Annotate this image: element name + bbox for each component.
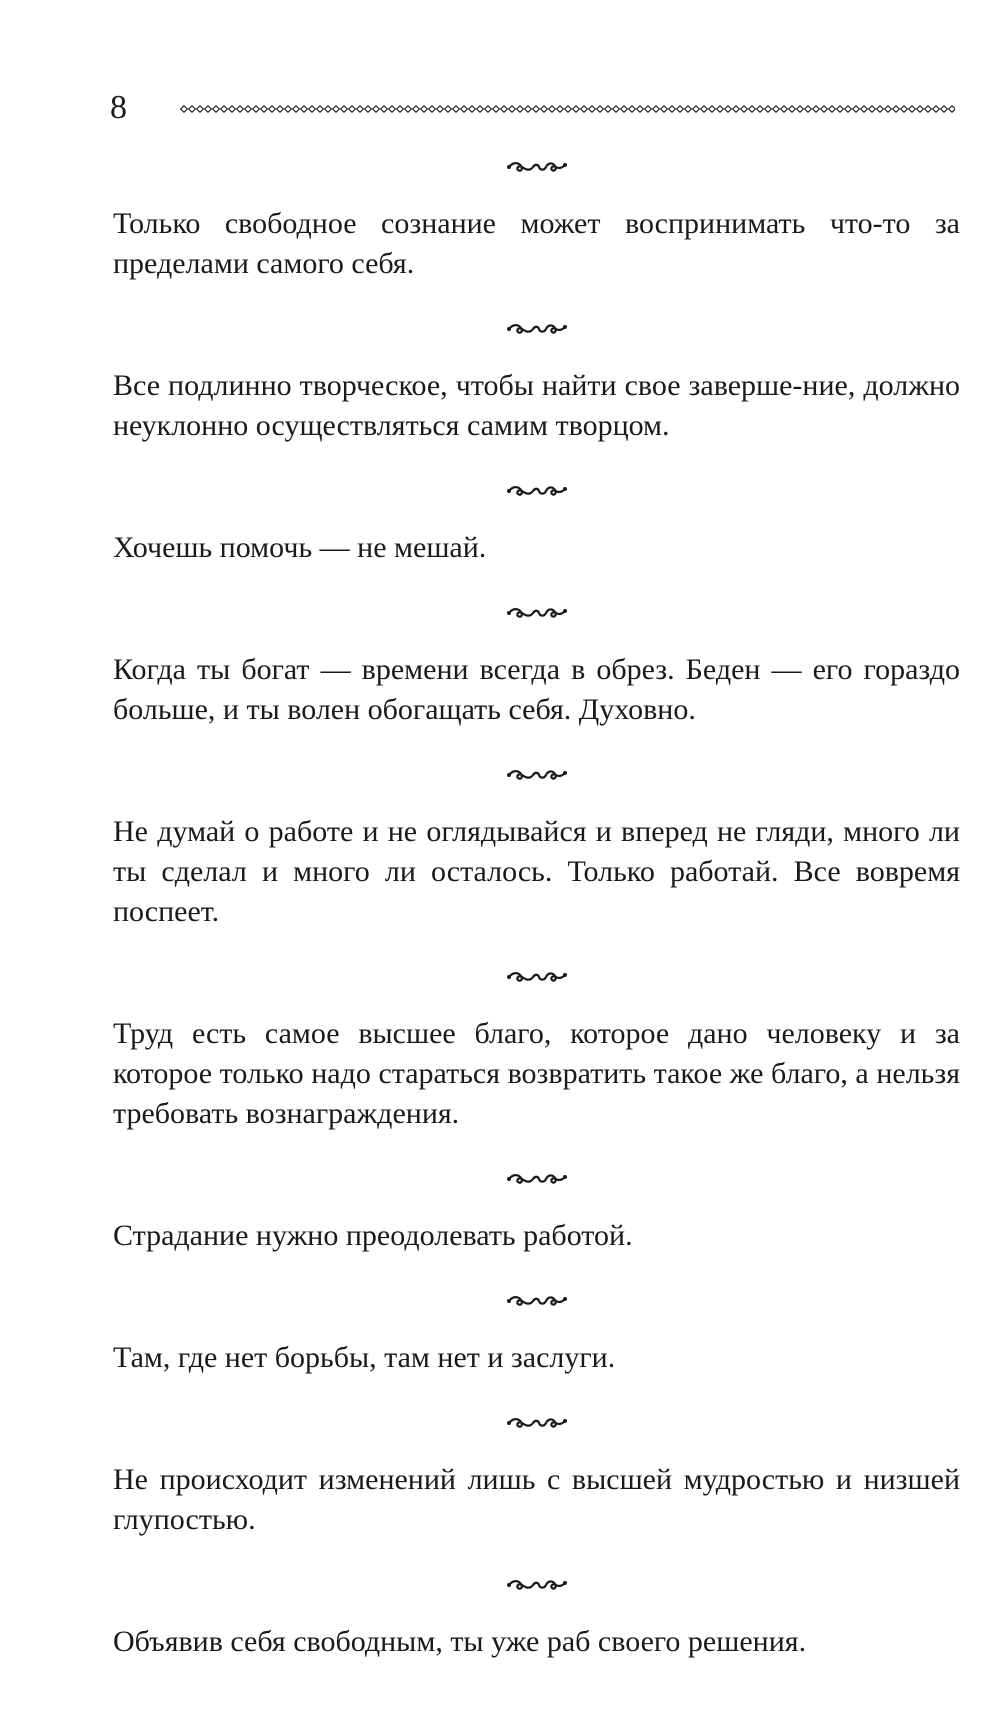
aphorism-text: Страдание нужно преодолевать работой. [113, 1219, 633, 1252]
aphorism-text: Не думай о работе и не оглядывайся и вперед не гляди, много ли ты сделал и много ли осталось. Только работай. Все вовремя поспеет. [113, 815, 960, 928]
aphorism-text: Хочешь помочь — не мешай. [113, 531, 487, 564]
fleuron-icon [113, 596, 960, 628]
aphorism-text: Только свободное сознание может воспринимать что-то за пределами самого себя. [113, 207, 960, 280]
fleuron-icon [113, 150, 960, 182]
fleuron-icon [113, 1284, 960, 1316]
aphorism-text: Там, где нет борьбы, там нет и заслуги. [113, 1341, 616, 1374]
aphorism-text: Труд есть самое высшее благо, которое дано человеку и за которое только надо стараться возвратить такое же благо, а нельзя требовать вознаграждения. [113, 1017, 960, 1130]
page-number: 8 [110, 89, 127, 126]
fleuron-icon [113, 1568, 960, 1600]
fleuron-icon [113, 474, 960, 506]
fleuron-icon [113, 312, 960, 344]
fleuron-icon [113, 1162, 960, 1194]
fleuron-icon [113, 1406, 960, 1438]
fleuron-icon [113, 960, 960, 992]
running-header [110, 88, 955, 128]
aphorism-text: Когда ты богат — времени всегда в обрез. Беден — его гораздо больше, и ты волен обогащать себя. Духовно. [113, 653, 960, 726]
decorative-header-rule [180, 105, 955, 113]
aphorism-text: Не происходит изменений лишь с высшей мудростью и низшей глупостью. [113, 1463, 960, 1536]
aphorism-list [113, 150, 960, 1690]
fleuron-icon [113, 758, 960, 790]
aphorism-text: Объявив себя свободным, ты уже раб своего решения. [113, 1625, 807, 1658]
aphorism-text: Все подлинно творческое, чтобы найти свое заверше-ние, должно неуклонно осуществляться самим творцом. [113, 369, 960, 442]
